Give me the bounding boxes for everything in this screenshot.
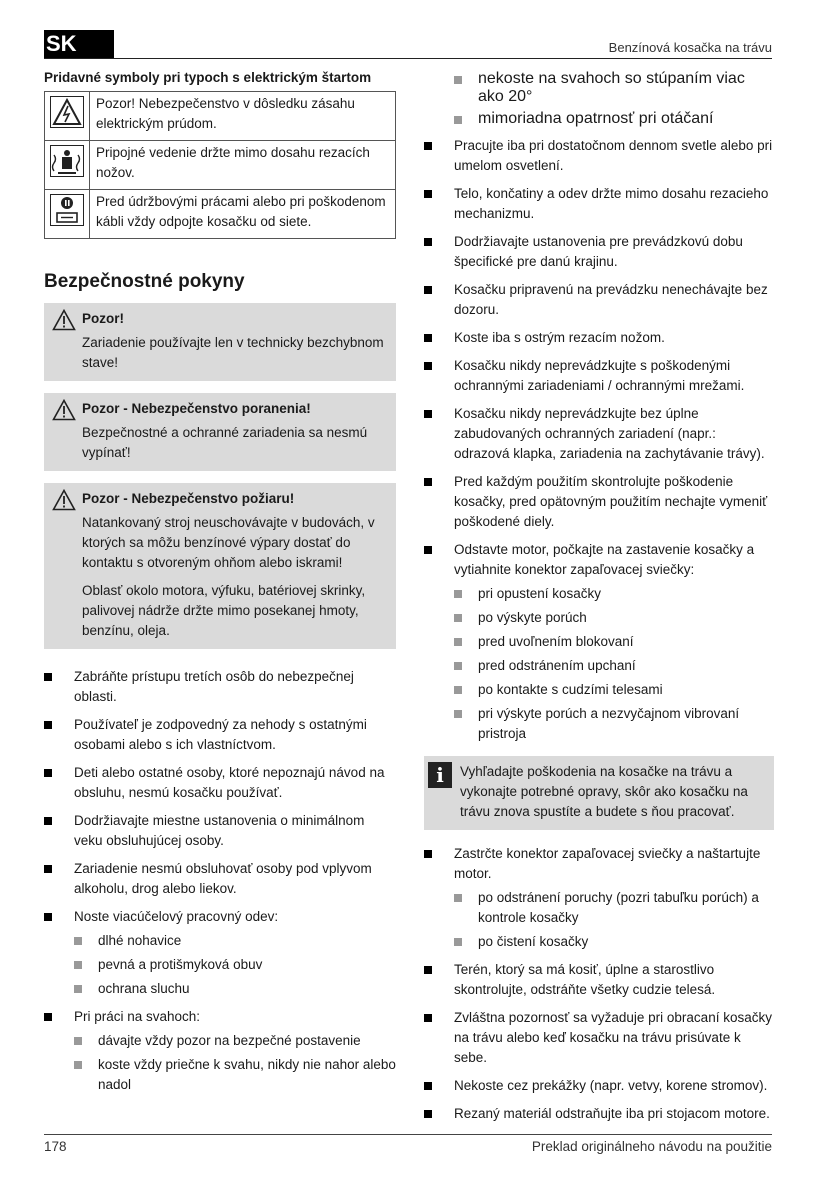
warning-text: Zariadenie používajte len v technicky bezchybnom stave! [82, 335, 384, 370]
symbols-heading: Pridavné symboly pri typoch s elektrickým štartom [44, 70, 372, 85]
symbol-row [45, 190, 396, 239]
warning-triangle-icon [52, 489, 76, 511]
keep-cable-away-icon [50, 145, 84, 177]
sub-list-item: koste vždy priečne k svahu, nikdy nie nahor alebo nadol [74, 1055, 396, 1095]
symbol-text: Pozor! Nebezpečenstvo v dôsledku zásahu elektrickým prúdom. [90, 92, 396, 141]
sub-list [454, 70, 774, 128]
footer-source: Preklad originálneho návodu na použitie [531, 1139, 772, 1154]
sub-list-item: nekoste na svahoch so stúpaním viac ako 20° [454, 70, 774, 106]
sub-list [74, 931, 396, 999]
list-item: Používateľ je zodpovedný za nehody s ostatnými osobami alebo s ich vlastníctvom. [44, 715, 396, 755]
symbol-row [45, 92, 396, 141]
warning-text: Bezpečnostné a ochranné zariadenia sa nesmú vypínať! [82, 425, 368, 460]
sub-list-item: pri výskyte porúch a nezvyčajnom vibrovaní pristroja [454, 704, 774, 744]
symbol-text: Pred údržbovými prácami alebo pri poškodenom kábli vždy odpojte kosačku od siete. [90, 190, 396, 239]
warning-text: Natankovaný stroj neuschovávajte v budovách, v ktorých sa môžu benzínové výpary dostať do kontaktu s otvoreným ohňom alebo iskrami! [82, 515, 375, 570]
list-item: Dodržiavajte miestne ustanovenia o minimálnom veku obsluhujúcej osoby. [44, 811, 396, 851]
list-item: Deti alebo ostatné osoby, ktoré nepoznajú návod na obsluhu, nesmú kosačku používať. [44, 763, 396, 803]
symbol-text: Pripojné vedenie držte mimo dosahu rezacích nožov. [90, 141, 396, 190]
safety-list [424, 844, 774, 1124]
list-item: Zariadenie nesmú obsluhovať osoby pod vplyvom alkoholu, drog alebo liekov. [44, 859, 396, 899]
sub-list [454, 584, 774, 744]
list-item: Noste viacúčelový pracovný odev: dlhé nohavice pevná a protišmyková obuv ochrana sluchu [44, 907, 396, 999]
sub-list-item: mimoriadna opatrnosť pri otáčaní [454, 110, 774, 128]
sub-list-item: pri opustení kosačky [454, 584, 774, 604]
left-column [44, 70, 396, 1103]
warning-triangle-icon [52, 309, 76, 331]
sub-list-item: po kontakte s cudzími telesami [454, 680, 774, 700]
list-item: Dodržiavajte ustanovenia pre prevádzkovú dobu špecifické pre danú krajinu. [424, 232, 774, 272]
list-item: Nekoste cez prekážky (napr. vetvy, korene stromov). [424, 1076, 774, 1096]
document-title: Benzínová kosačka na trávu [608, 40, 772, 55]
list-item: Pri práci na svahoch: dávajte vždy pozor na bezpečné postavenie koste vždy priečne k svahu, nikdy nie nahor alebo nadol [44, 1007, 396, 1095]
warning-triangle-icon [52, 399, 76, 421]
page-number: 178 [44, 1139, 67, 1154]
unplug-before-maintenance-icon [50, 194, 84, 226]
list-item: Kosačku nikdy neprevádzkujte bez úplne zabudovaných ochranných zariadení (napr.: odrazová klapka, zariadenia na zachytávanie trávy). [424, 404, 774, 464]
info-icon: i [428, 762, 452, 788]
list-item: Zabráňte prístupu tretích osôb do nebezpečnej oblasti. [44, 667, 396, 707]
list-item: Zvláštna pozornosť sa vyžaduje pri obracaní kosačky na trávu alebo keď kosačku na trávu prisúvate k sebe. [424, 1008, 774, 1068]
info-text: Vyhľadajte poškodenia na kosačke na trávu a vykonajte potrebné opravy, skôr ako kosačku na trávu znova spustíte a budete s ňou pracovať. [460, 764, 748, 819]
safety-heading: Bezpečnostné pokyny [44, 271, 245, 292]
warning-title: Pozor - Nebezpečenstvo požiaru! [82, 491, 295, 506]
right-column [424, 70, 774, 1132]
list-item: Kosačku pripravenú na prevádzku nenechávajte bez dozoru. [424, 280, 774, 320]
sub-list-item: po odstránení poruchy (pozri tabuľku porúch) a kontrole kosačky [454, 888, 774, 928]
sub-list [74, 1031, 396, 1095]
sub-list-item: po výskyte porúch [454, 608, 774, 628]
list-item: Pred každým použitím skontrolujte poškodenie kosačky, pred opätovným použitím nechajte vymeniť poškodené diely. [424, 472, 774, 532]
warning-title: Pozor - Nebezpečenstvo poranenia! [82, 401, 311, 416]
safety-list [44, 667, 396, 1095]
warning-box [44, 393, 396, 471]
symbol-row [45, 141, 396, 190]
symbols-table [44, 91, 396, 239]
page-footer [44, 1134, 772, 1154]
warning-text: Oblasť okolo motora, výfuku, batériovej skrinky, palivovej nádrže držte mimo posekanej hmoty, benzínu, oleja. [82, 583, 366, 638]
language-badge: SK [44, 30, 114, 58]
list-item: Pracujte iba pri dostatočnom dennom svetle alebo pri umelom osvetlení. [424, 136, 774, 176]
sub-list-item: dávajte vždy pozor na bezpečné postavenie [74, 1031, 396, 1051]
sub-list-item: pred uvoľnením blokovaní [454, 632, 774, 652]
list-item: Telo, končatiny a odev držte mimo dosahu rezacieho mechanizmu. [424, 184, 774, 224]
sub-list-item: po čistení kosačky [454, 932, 774, 952]
sub-list-item: ochrana sluchu [74, 979, 396, 999]
list-item: Odstavte motor, počkajte na zastavenie kosačky a vytiahnite konektor zapaľovacej sviečky: pri opustení kosačky po výskyte porúch pred uvoľnením blokovaní pred odstránením upchaní po kontakte s cudzími telesami pri výskyte porúch a nezvyčajnom vibrovaní pristroja [424, 540, 774, 744]
list-item: Koste iba s ostrým rezacím nožom. [424, 328, 774, 348]
warning-title: Pozor! [82, 311, 124, 326]
list-item: Rezaný materiál odstraňujte iba pri stojacom motore. [424, 1104, 774, 1124]
list-item: Terén, ktorý sa má kosiť, úplne a starostlivo skontrolujte, odstráňte všetky cudzie telesá. [424, 960, 774, 1000]
page-header [44, 30, 772, 59]
sub-list-item: dlhé nohavice [74, 931, 396, 951]
warning-box [44, 303, 396, 381]
sub-list [454, 888, 774, 952]
sub-list-item: pevná a protišmyková obuv [74, 955, 396, 975]
info-box [424, 756, 774, 830]
sub-list-item: pred odstránením upchaní [454, 656, 774, 676]
electric-shock-warning-icon [50, 96, 84, 128]
list-item: Kosačku nikdy neprevádzkujte s poškodenými ochrannými zariadeniami / ochrannými mrežami. [424, 356, 774, 396]
list-item: Zastrčte konektor zapaľovacej sviečky a naštartujte motor. po odstránení poruchy (pozri tabuľku porúch) a kontrole kosačky po čistení kosačky [424, 844, 774, 952]
warning-box [44, 483, 396, 649]
safety-list [424, 136, 774, 744]
